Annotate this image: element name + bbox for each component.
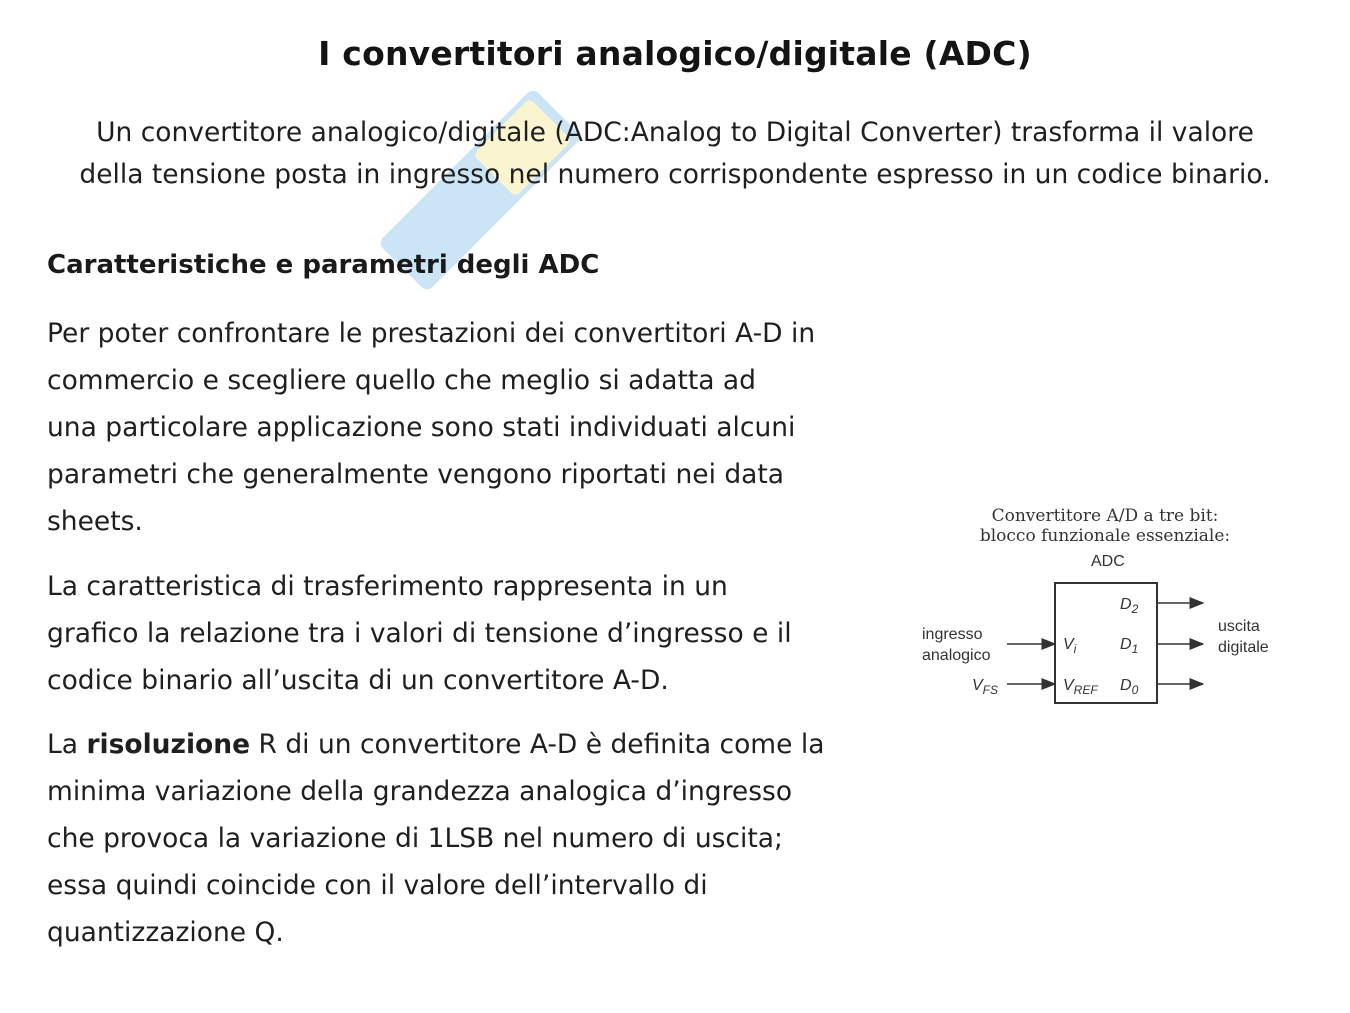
subscript: 2 — [1131, 602, 1139, 617]
paragraph-line: essa quindi coincide con il valore dell’intervallo di — [47, 870, 708, 901]
paragraph-line: La caratteristica di trasferimento rappresenta in un — [47, 571, 728, 602]
symbol: D — [1120, 636, 1132, 653]
text-fragment: R di un convertitore A-D è definita come la — [250, 729, 825, 760]
paragraph-resolution — [47, 721, 907, 956]
caption-line: blocco funzionale essenziale: — [979, 526, 1231, 546]
caption-line: Convertitore A/D a tre bit: — [991, 506, 1219, 526]
resolution-term: risoluzione — [86, 729, 251, 760]
paragraph-line: quantizzazione Q. — [47, 917, 284, 948]
paragraph-line: che provoca la variazione di 1LSB nel numero di uscita; — [47, 823, 783, 854]
paragraph-line: grafico la relazione tra i valori di tensione d’ingresso e il — [47, 618, 792, 649]
output-label-line: uscita — [1218, 618, 1260, 635]
page-title: I convertitori analogico/digitale (ADC) — [318, 34, 1032, 73]
paragraph-line: sheets. — [47, 506, 143, 537]
input-label — [922, 624, 991, 666]
output-d2-label — [1120, 594, 1138, 620]
output-d1-label — [1120, 634, 1138, 660]
figure-caption — [915, 506, 1295, 546]
paragraph-line: una particolare applicazione sono stati individuati alcuni — [47, 412, 796, 443]
output-label-line: digitale — [1218, 639, 1269, 656]
input-label-line: ingresso — [922, 626, 983, 643]
symbol: V — [972, 677, 983, 694]
symbol: D — [1120, 677, 1132, 694]
intro-line: della tensione posta in ingresso nel numero corrispondente espresso in un codice binario. — [79, 159, 1271, 190]
symbol: V — [1063, 636, 1074, 653]
paragraph-line: parametri che generalmente vengono riportati nei data — [47, 459, 785, 490]
symbol: V — [1063, 677, 1074, 694]
paragraph-transfer-characteristic — [47, 563, 907, 704]
symbol: D — [1120, 596, 1132, 613]
vi-label — [1063, 634, 1076, 660]
adc-block-diagram — [915, 500, 1295, 720]
vref-label — [1063, 675, 1098, 701]
paragraph-line: minima variazione della grandezza analogica d’ingresso — [47, 776, 793, 807]
paragraph-line: codice binario all’uscita di un convertitore A-D. — [47, 665, 669, 696]
output-d0-label — [1120, 675, 1138, 701]
subscript: i — [1073, 642, 1077, 657]
vfs-label — [972, 675, 998, 701]
text-fragment: La — [47, 729, 87, 760]
paragraph-parameters — [47, 310, 907, 545]
output-label — [1218, 616, 1269, 658]
input-label-line: analogico — [922, 647, 991, 664]
adc-block-label: ADC — [1091, 553, 1125, 570]
subscript: 1 — [1131, 642, 1139, 657]
intro-line: Un convertitore analogico/digitale (ADC:Analog to Digital Converter) trasforma il valore — [96, 117, 1254, 148]
intro-text — [0, 112, 1350, 196]
subscript: FS — [982, 683, 999, 698]
paragraph-line: Per poter confrontare le prestazioni dei convertitori A-D in — [47, 318, 816, 349]
subscript: 0 — [1131, 683, 1139, 698]
section-heading: Caratteristiche e parametri degli ADC — [47, 250, 600, 280]
paragraph-line — [47, 721, 907, 768]
paragraph-line: commercio e scegliere quello che meglio si adatta ad — [47, 365, 756, 396]
subscript: REF — [1073, 683, 1098, 698]
